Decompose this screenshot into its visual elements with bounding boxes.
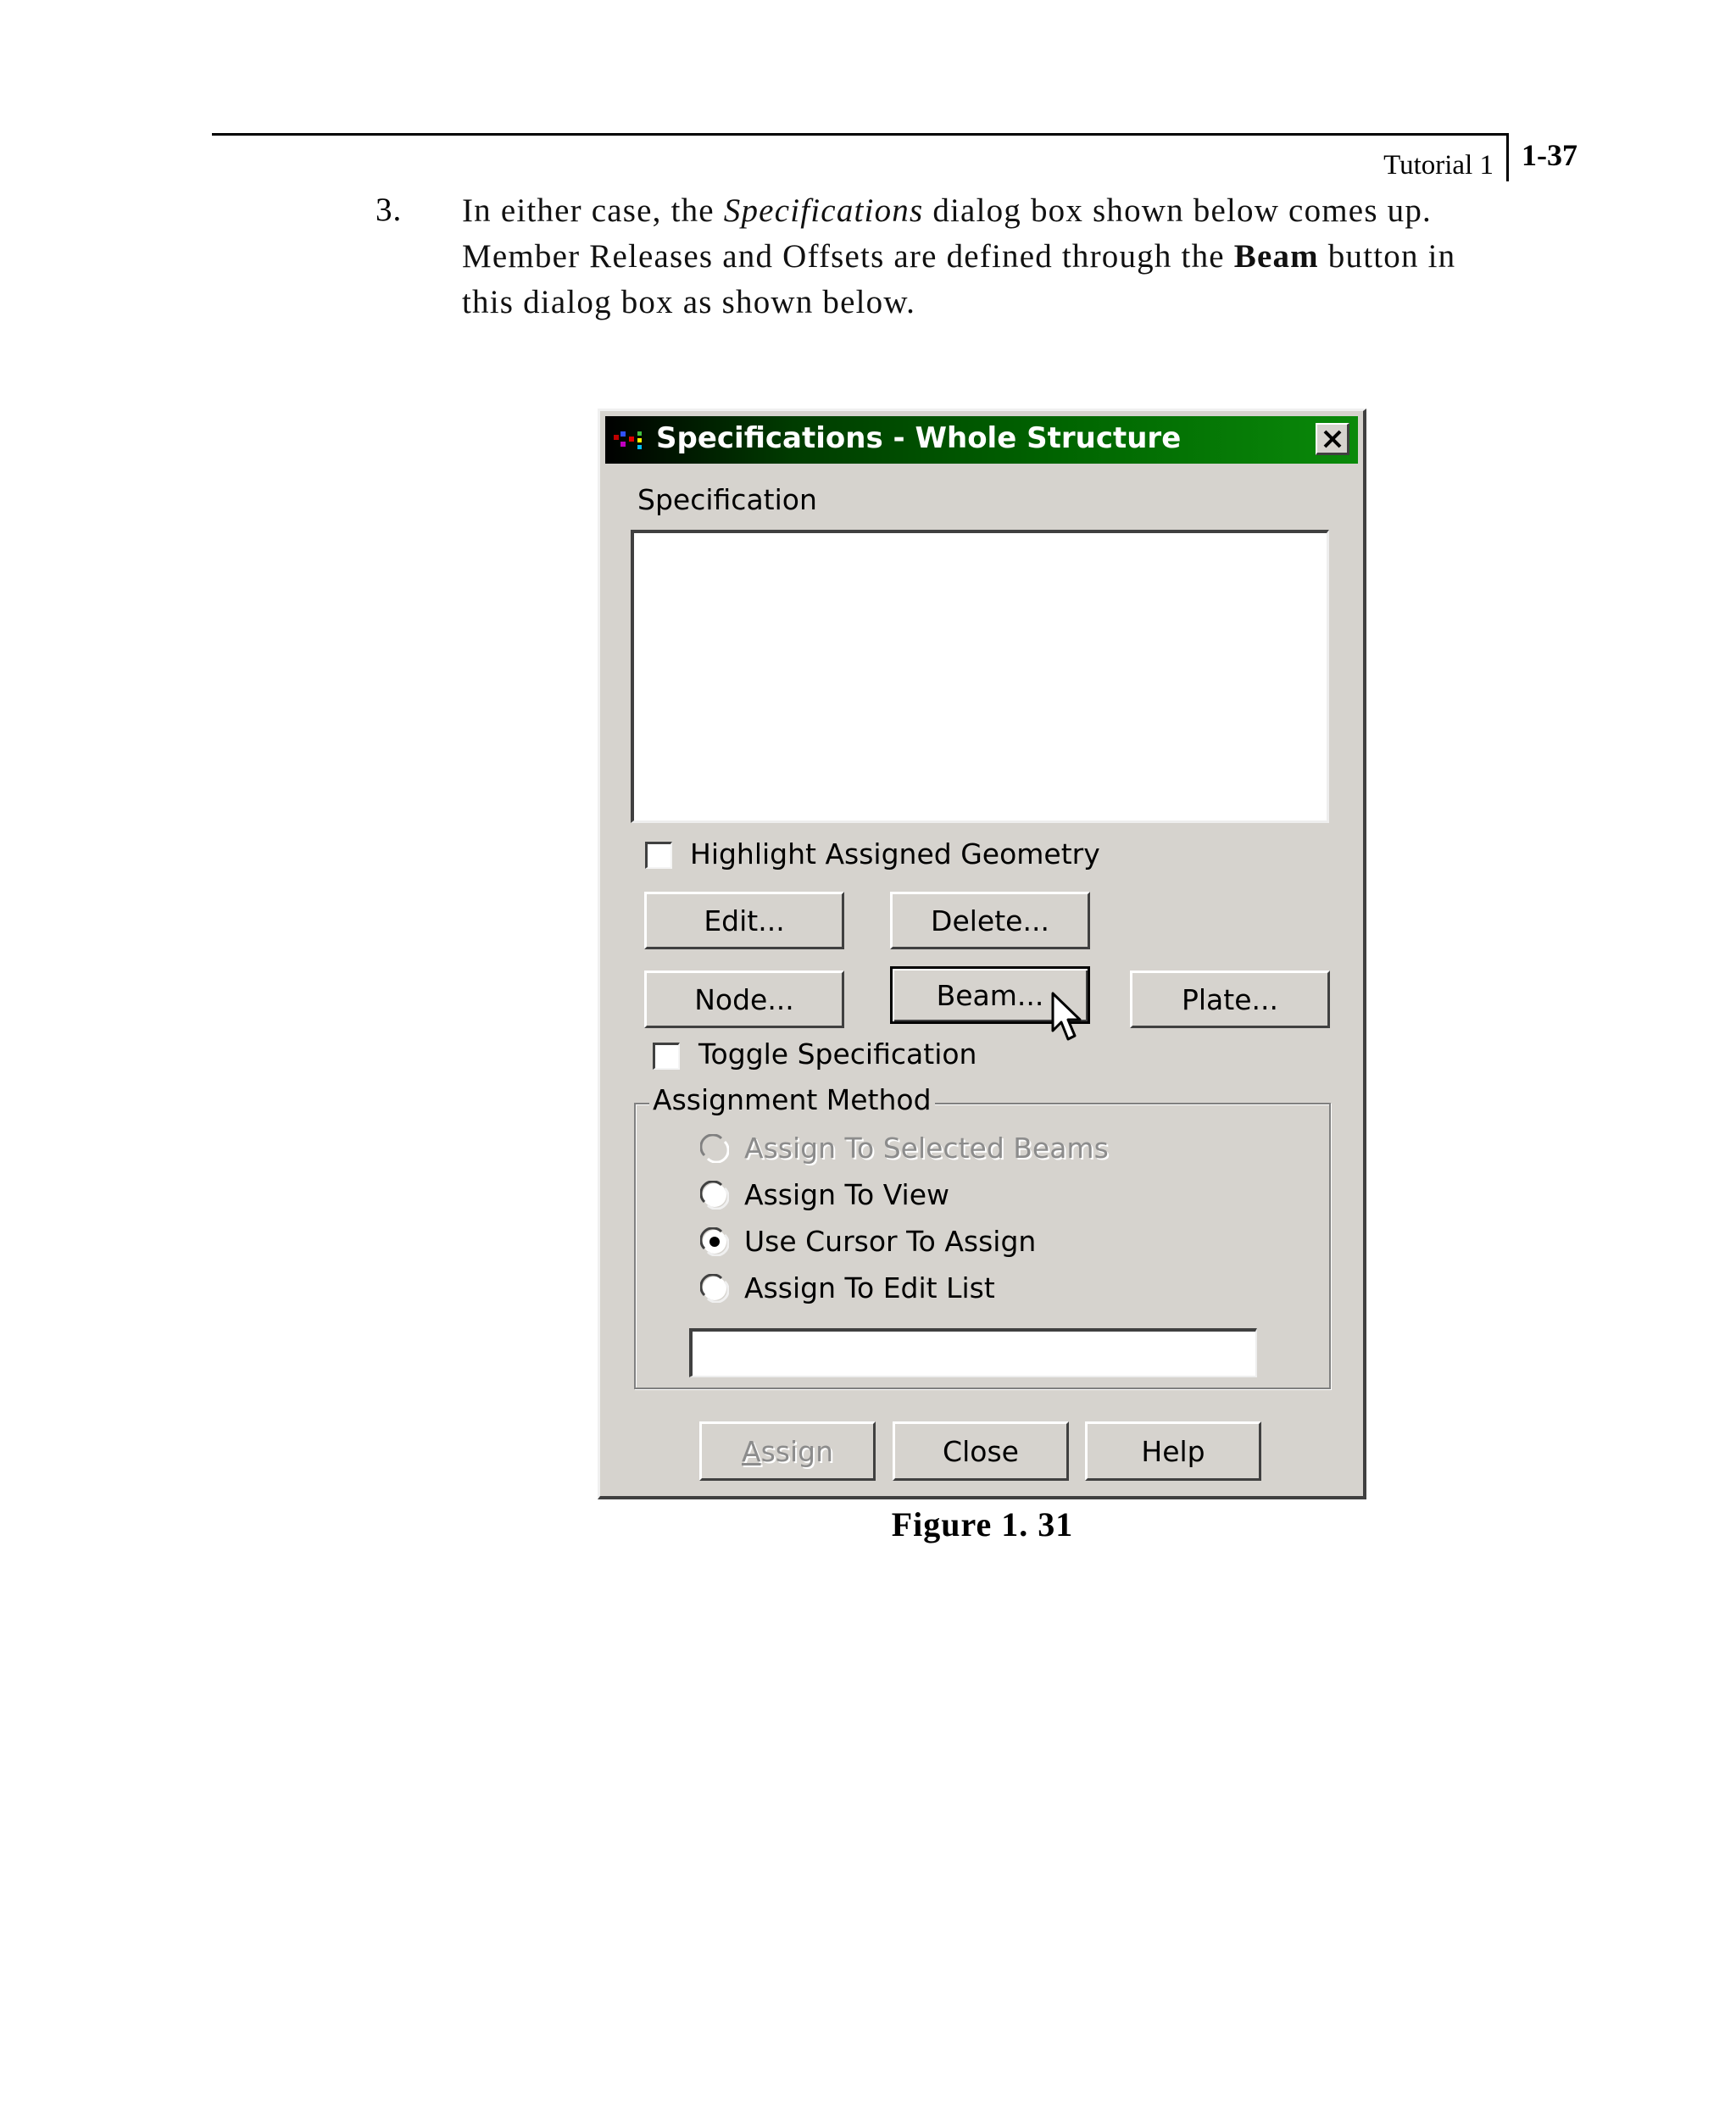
toggle-specification-label: Toggle Specification xyxy=(698,1037,977,1071)
step-paragraph xyxy=(462,188,1462,325)
plate-button[interactable]: Plate... xyxy=(1130,971,1330,1028)
close-button[interactable]: Close xyxy=(893,1421,1069,1481)
radio-use-cursor-to-assign[interactable] xyxy=(700,1227,729,1256)
app-icon xyxy=(612,428,653,452)
edit-button[interactable]: Edit... xyxy=(644,892,844,949)
assign-button[interactable] xyxy=(699,1421,876,1481)
beam-button[interactable]: Beam... xyxy=(890,966,1090,1024)
figure-caption: Figure 1. 31 xyxy=(891,1505,1074,1543)
close-window-button[interactable] xyxy=(1316,423,1349,455)
edit-list-input[interactable] xyxy=(689,1328,1257,1377)
header-rule xyxy=(212,133,1509,136)
radio-assign-to-edit-list[interactable] xyxy=(700,1274,729,1303)
assign-label-rest: ssign xyxy=(760,1434,833,1468)
specification-list[interactable] xyxy=(631,530,1329,823)
step-number: 3. xyxy=(376,192,403,228)
step-text-part3: button in this dialog box as shown below. xyxy=(462,238,1456,320)
step-text-part2: dialog box shown below comes up. Member Releases and Offsets are defined through the xyxy=(462,192,1432,275)
radio-assign-selected-beams[interactable] xyxy=(700,1134,729,1163)
dialog-titlebar[interactable] xyxy=(605,416,1358,464)
radio-label-use-cursor-to-assign: Use Cursor To Assign xyxy=(744,1225,1037,1258)
step-text-part1: In either case, the xyxy=(462,192,724,229)
radio-label-assign-selected-beams: Assign To Selected Beams xyxy=(744,1132,1109,1165)
radio-label-assign-to-view: Assign To View xyxy=(744,1178,950,1211)
close-icon xyxy=(1322,430,1343,448)
running-header-section: Tutorial 1 xyxy=(1383,150,1494,181)
highlight-geometry-checkbox[interactable] xyxy=(645,842,672,869)
assign-label-mnemonic: A xyxy=(742,1434,761,1468)
node-button[interactable]: Node... xyxy=(644,971,844,1028)
highlight-geometry-label: Highlight Assigned Geometry xyxy=(690,837,1100,870)
delete-button[interactable]: Delete... xyxy=(890,892,1090,949)
step-text-italic: Specifications xyxy=(723,192,924,229)
step-text-bold: Beam xyxy=(1233,238,1319,275)
specifications-dialog xyxy=(598,409,1366,1499)
assignment-method-label: Assignment Method xyxy=(649,1083,935,1116)
page-number: 1-37 xyxy=(1522,138,1577,172)
dialog-title: Specifications - Whole Structure xyxy=(656,421,1182,455)
radio-assign-to-view[interactable] xyxy=(700,1181,729,1210)
header-divider xyxy=(1506,133,1509,181)
specification-label: Specification xyxy=(637,483,817,516)
toggle-specification-checkbox[interactable] xyxy=(653,1043,680,1070)
radio-label-assign-to-edit-list: Assign To Edit List xyxy=(744,1271,995,1304)
help-button[interactable]: Help xyxy=(1085,1421,1261,1481)
mouse-pointer-icon xyxy=(1051,992,1085,1044)
